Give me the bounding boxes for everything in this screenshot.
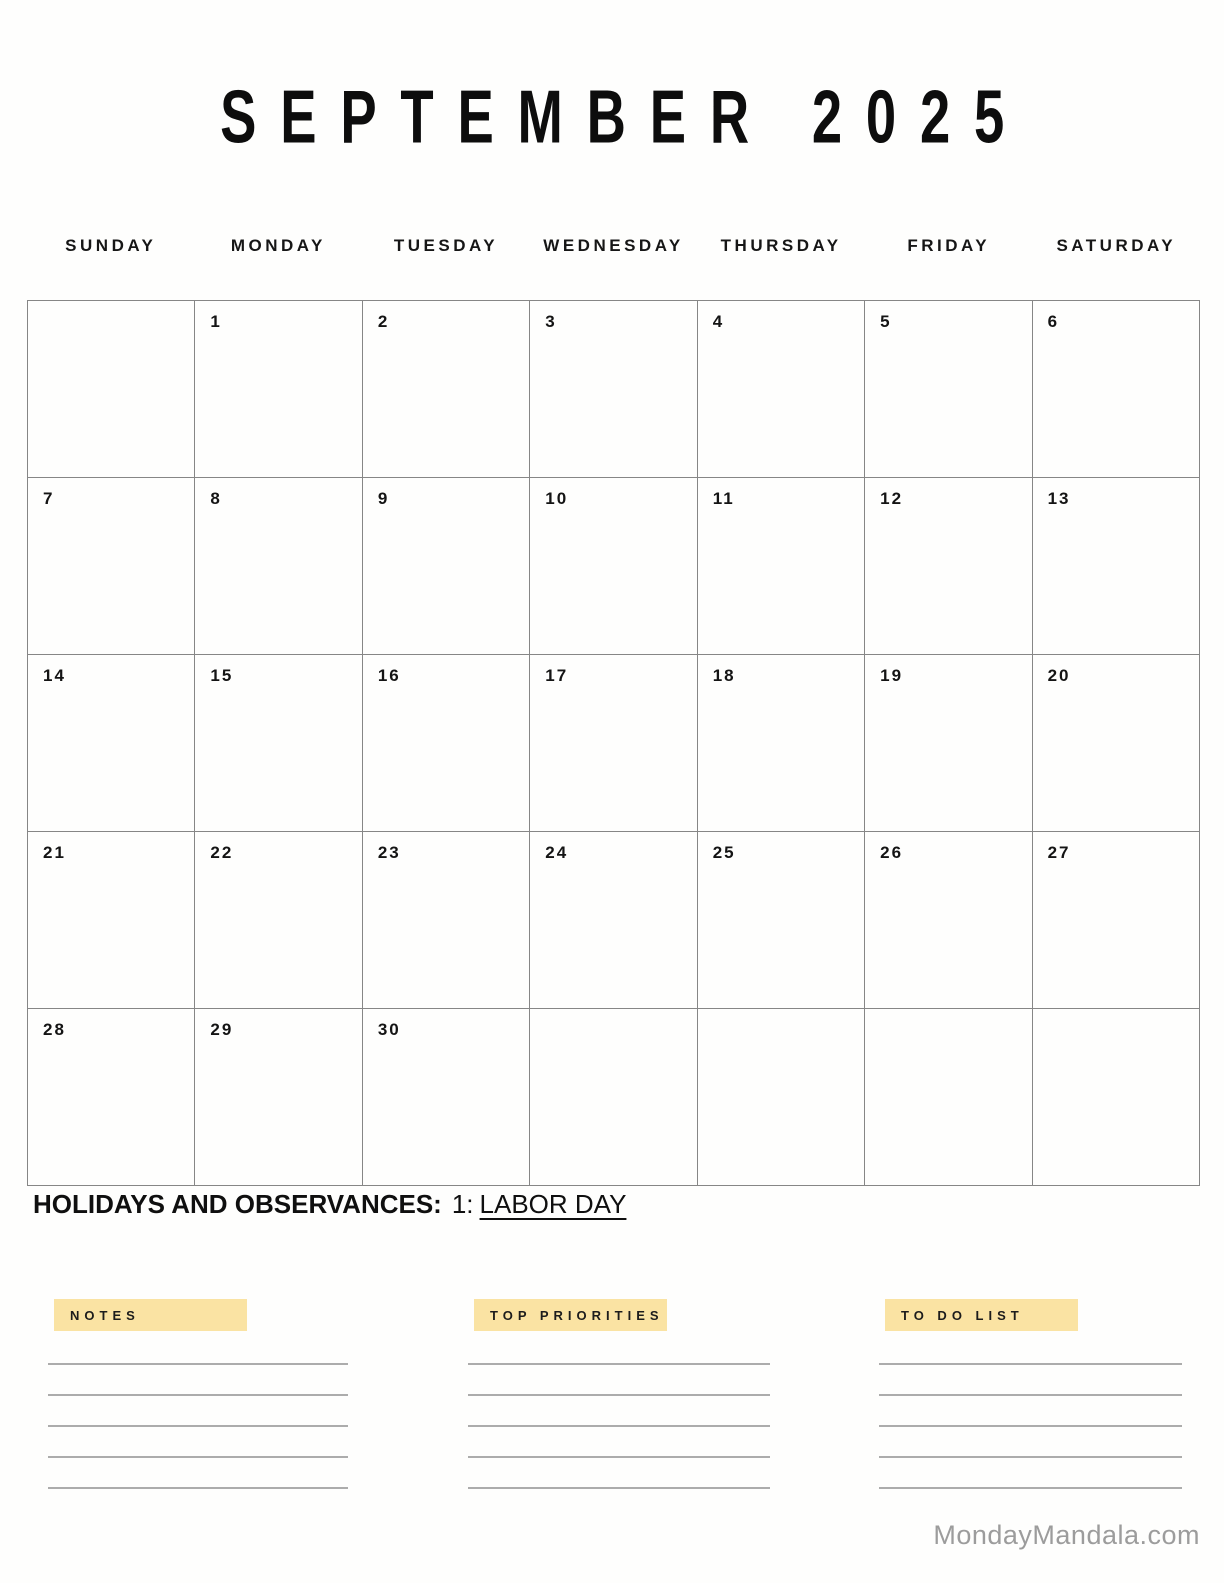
calendar-cell-2 xyxy=(363,301,530,478)
top-priorities-header-highlight xyxy=(474,1299,667,1331)
notes-section xyxy=(48,1299,348,1499)
todo-list-rule-line xyxy=(879,1363,1182,1365)
day-number: 9 xyxy=(377,489,390,508)
notes-rule-line xyxy=(48,1487,348,1489)
top-priorities-header-label: TOP PRIORITIES xyxy=(490,1307,664,1323)
calendar-cell-9 xyxy=(363,478,530,655)
calendar-cell-24 xyxy=(530,832,697,1009)
calendar-cell-6 xyxy=(1033,301,1200,478)
top-priorities-rule-line xyxy=(468,1394,770,1396)
notes-rule-line xyxy=(48,1363,348,1365)
calendar-cell-17 xyxy=(530,655,697,832)
page-title xyxy=(0,73,1224,159)
day-number: 8 xyxy=(210,489,222,508)
weekday-header-tuesday: TUESDAY xyxy=(393,236,499,255)
calendar-cell-empty xyxy=(28,301,195,478)
day-number: 11 xyxy=(712,489,735,508)
calendar-cell-1 xyxy=(195,301,362,478)
day-number: 28 xyxy=(43,1020,66,1039)
calendar-cell-empty xyxy=(530,1009,697,1186)
todo-list-section xyxy=(879,1299,1182,1499)
weekday-header-row xyxy=(27,236,1200,256)
calendar-cell-4 xyxy=(698,301,865,478)
calendar-cell-20 xyxy=(1033,655,1200,832)
day-number: 1 xyxy=(210,312,222,331)
day-number: 12 xyxy=(880,489,904,508)
weekday-header-saturday: SATURDAY xyxy=(1056,236,1177,255)
calendar-cell-21 xyxy=(28,832,195,1009)
calendar-cell-19 xyxy=(865,655,1032,832)
top-priorities-rule-line xyxy=(468,1425,770,1427)
calendar-cell-11 xyxy=(698,478,865,655)
top-priorities-section xyxy=(468,1299,770,1499)
top-priorities-rule-line xyxy=(468,1456,770,1458)
notes-rule-line xyxy=(48,1394,348,1396)
calendar-cell-29 xyxy=(195,1009,362,1186)
holiday-entry-link[interactable]: LABOR DAY xyxy=(479,1189,627,1219)
day-number: 19 xyxy=(880,666,904,685)
calendar-cell-23 xyxy=(363,832,530,1009)
calendar-cell-15 xyxy=(195,655,362,832)
calendar-cell-8 xyxy=(195,478,362,655)
todo-list-rule-line xyxy=(879,1487,1182,1489)
calendar-cell-30 xyxy=(363,1009,530,1186)
day-number: 23 xyxy=(377,843,401,862)
day-number: 17 xyxy=(545,666,569,685)
todo-list-rule-line xyxy=(879,1456,1182,1458)
day-number: 30 xyxy=(377,1020,401,1039)
calendar-cell-13 xyxy=(1033,478,1200,655)
notes-rule-line xyxy=(48,1456,348,1458)
day-number: 15 xyxy=(210,666,234,685)
site-watermark-link[interactable]: MondayMandala.com xyxy=(933,1520,1200,1550)
calendar-cell-16 xyxy=(363,655,530,832)
calendar-cell-14 xyxy=(28,655,195,832)
day-number: 5 xyxy=(880,312,892,331)
weekday-header-thursday: THURSDAY xyxy=(720,236,842,255)
calendar-cell-18 xyxy=(698,655,865,832)
notes-header-highlight xyxy=(54,1299,247,1331)
day-number: 16 xyxy=(377,666,401,685)
day-number: 20 xyxy=(1047,666,1071,685)
calendar-cell-empty xyxy=(698,1009,865,1186)
calendar-cell-5 xyxy=(865,301,1032,478)
calendar-cell-empty xyxy=(865,1009,1032,1186)
calendar-cell-12 xyxy=(865,478,1032,655)
day-number: 21 xyxy=(43,843,66,862)
calendar-cell-empty xyxy=(1033,1009,1200,1186)
calendar-cell-27 xyxy=(1033,832,1200,1009)
day-number: 6 xyxy=(1047,312,1060,331)
calendar-grid xyxy=(27,300,1200,1186)
notes-rule-line xyxy=(48,1425,348,1427)
weekday-header-monday: MONDAY xyxy=(230,236,326,255)
calendar-cell-28 xyxy=(28,1009,195,1186)
page-title-text: SEPTEMBER 2025 xyxy=(219,73,1028,159)
day-number: 3 xyxy=(545,312,557,331)
day-number: 14 xyxy=(43,666,66,685)
holidays-line xyxy=(33,1188,626,1220)
calendar-cell-7 xyxy=(28,478,195,655)
day-number: 24 xyxy=(545,843,569,862)
day-number: 10 xyxy=(545,489,569,508)
calendar-cell-26 xyxy=(865,832,1032,1009)
day-number: 22 xyxy=(210,843,234,862)
top-priorities-rule-line xyxy=(468,1487,770,1489)
calendar-cell-3 xyxy=(530,301,697,478)
todo-list-rule-line xyxy=(879,1394,1182,1396)
holidays-label: HOLIDAYS AND OBSERVANCES: xyxy=(33,1189,442,1219)
day-number: 13 xyxy=(1047,489,1071,508)
holiday-entry-number: 1: xyxy=(451,1189,474,1219)
day-number: 2 xyxy=(377,312,390,331)
day-number: 25 xyxy=(712,843,736,862)
weekday-header-wednesday: WEDNESDAY xyxy=(543,236,684,255)
day-number: 7 xyxy=(43,489,55,508)
weekday-header-sunday: SUNDAY xyxy=(65,236,157,255)
day-number: 18 xyxy=(712,666,736,685)
notes-header-label: NOTES xyxy=(70,1307,140,1323)
day-number: 26 xyxy=(880,843,904,862)
todo-list-rule-line xyxy=(879,1425,1182,1427)
day-number: 4 xyxy=(712,312,725,331)
top-priorities-rule-line xyxy=(468,1363,770,1365)
day-number: 27 xyxy=(1047,843,1071,862)
weekday-header-friday: FRIDAY xyxy=(907,236,991,255)
calendar-cell-10 xyxy=(530,478,697,655)
todo-list-header-label: TO DO LIST xyxy=(901,1307,1024,1323)
calendar-cell-22 xyxy=(195,832,362,1009)
todo-list-header-highlight xyxy=(885,1299,1078,1331)
calendar-cell-25 xyxy=(698,832,865,1009)
day-number: 29 xyxy=(210,1020,234,1039)
